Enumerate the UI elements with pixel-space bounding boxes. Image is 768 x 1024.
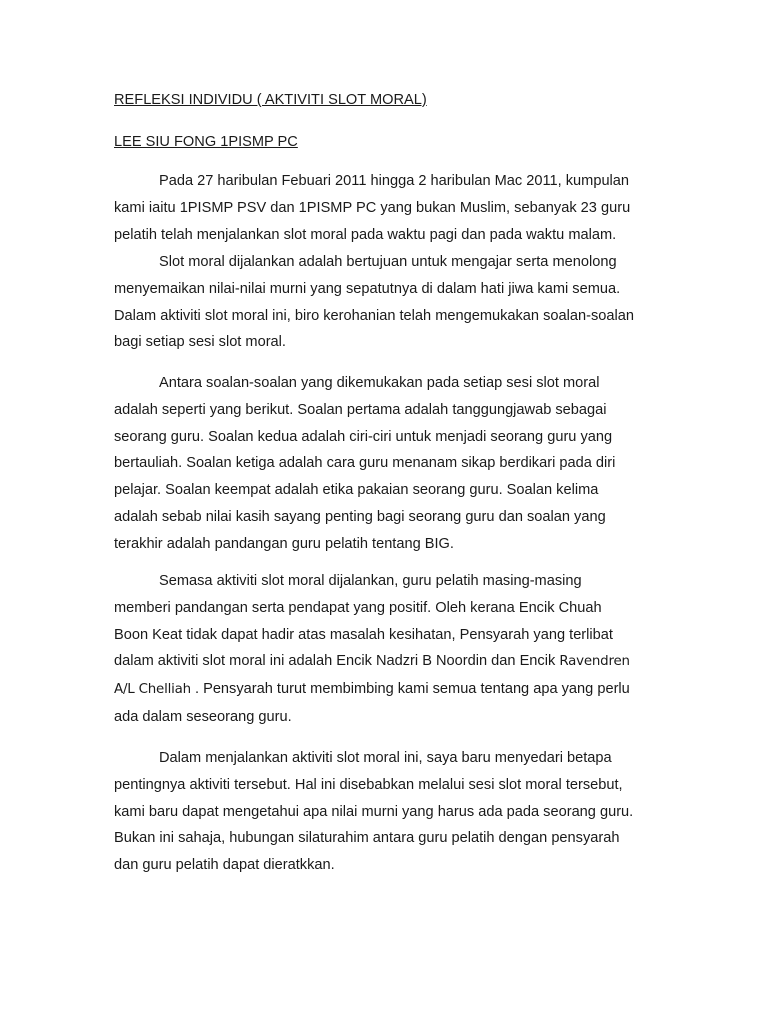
- paragraph-line: terakhir adalah pandangan guru pelatih tentang BIG.: [114, 535, 454, 552]
- paragraph-line: adalah sebab nilai kasih sayang penting bagi seorang guru dan soalan yang: [114, 508, 606, 525]
- line-text: dalam aktiviti slot moral ini adalah Encik Nadzri B Noordin dan Encik: [114, 653, 560, 670]
- paragraph-line: menyemaikan nilai-nilai murni yang sepatutnya di dalam hati jiwa kami semua.: [114, 280, 621, 297]
- line-text: . Pensyarah turut membimbing kami semua tentang apa yang perlu: [190, 681, 630, 698]
- paragraph-line: bagi setiap sesi slot moral.: [114, 334, 286, 351]
- paragraph-line: dan guru pelatih dapat dieratkkan.: [114, 857, 335, 874]
- lecturer-name: Ravendren: [559, 654, 630, 670]
- paragraph-line: pelatih telah menjalankan slot moral pada waktu pagi dan pada waktu malam.: [114, 226, 617, 243]
- author-line: LEE SIU FONG 1PISMP PC: [114, 134, 298, 150]
- paragraph-line: pentingnya aktiviti tersebut. Hal ini disebabkan melalui sesi slot moral tersebut,: [114, 776, 623, 793]
- paragraph-5: [114, 745, 659, 879]
- paragraph-line: Slot moral dijalankan adalah bertujuan untuk mengajar serta menolong: [159, 254, 617, 270]
- paragraph-line: Bukan ini sahaja, hubungan silaturahim antara guru pelatih dengan pensyarah: [114, 830, 620, 847]
- paragraph-line: seorang guru. Soalan kedua adalah ciri-ciri untuk menjadi seorang guru yang: [114, 428, 613, 445]
- paragraph-line: ada dalam seseorang guru.: [114, 708, 292, 725]
- paragraph-line: Antara soalan-soalan yang dikemukakan pada setiap sesi slot moral: [159, 375, 600, 391]
- paragraph-line: Pada 27 haribulan Febuari 2011 hingga 2 haribulan Mac 2011, kumpulan: [159, 173, 630, 189]
- paragraph-line: Boon Keat tidak dapat hadir atas masalah kesihatan, Pensyarah yang terlibat: [114, 626, 613, 643]
- lecturer-name: A/L Chelliah: [114, 682, 191, 698]
- paragraph-line: Dalam aktiviti slot moral ini, biro kerohanian telah mengemukakan soalan-soalan: [114, 307, 634, 324]
- paragraph-2: [114, 249, 659, 356]
- paragraph-4: [114, 568, 659, 731]
- paragraph-line: kami iaitu 1PISMP PSV dan 1PISMP PC yang bukan Muslim, sebanyak 23 guru: [114, 199, 631, 216]
- paragraph-line: bertauliah. Soalan ketiga adalah cara guru menanam sikap berdikari pada diri: [114, 455, 616, 472]
- paragraph-line: memberi pandangan serta pendapat yang positif. Oleh kerana Encik Chuah: [114, 599, 602, 616]
- paragraph-line: kami baru dapat mengetahui apa nilai murni yang harus ada pada seorang guru.: [114, 803, 634, 820]
- paragraph-3: [114, 370, 659, 558]
- paragraph-1: [114, 168, 659, 248]
- paragraph-line: [114, 676, 659, 704]
- document-title: REFLEKSI INDIVIDU ( AKTIVITI SLOT MORAL): [114, 92, 427, 108]
- paragraph-line: adalah seperti yang berikut. Soalan pertama adalah tanggungjawab sebagai: [114, 401, 607, 418]
- paragraph-line: Semasa aktiviti slot moral dijalankan, guru pelatih masing-masing: [159, 573, 582, 589]
- paragraph-line: [114, 648, 659, 676]
- paragraph-line: Dalam menjalankan aktiviti slot moral ini, saya baru menyedari betapa: [159, 750, 612, 766]
- paragraph-line: pelajar. Soalan keempat adalah etika pakaian seorang guru. Soalan kelima: [114, 482, 599, 499]
